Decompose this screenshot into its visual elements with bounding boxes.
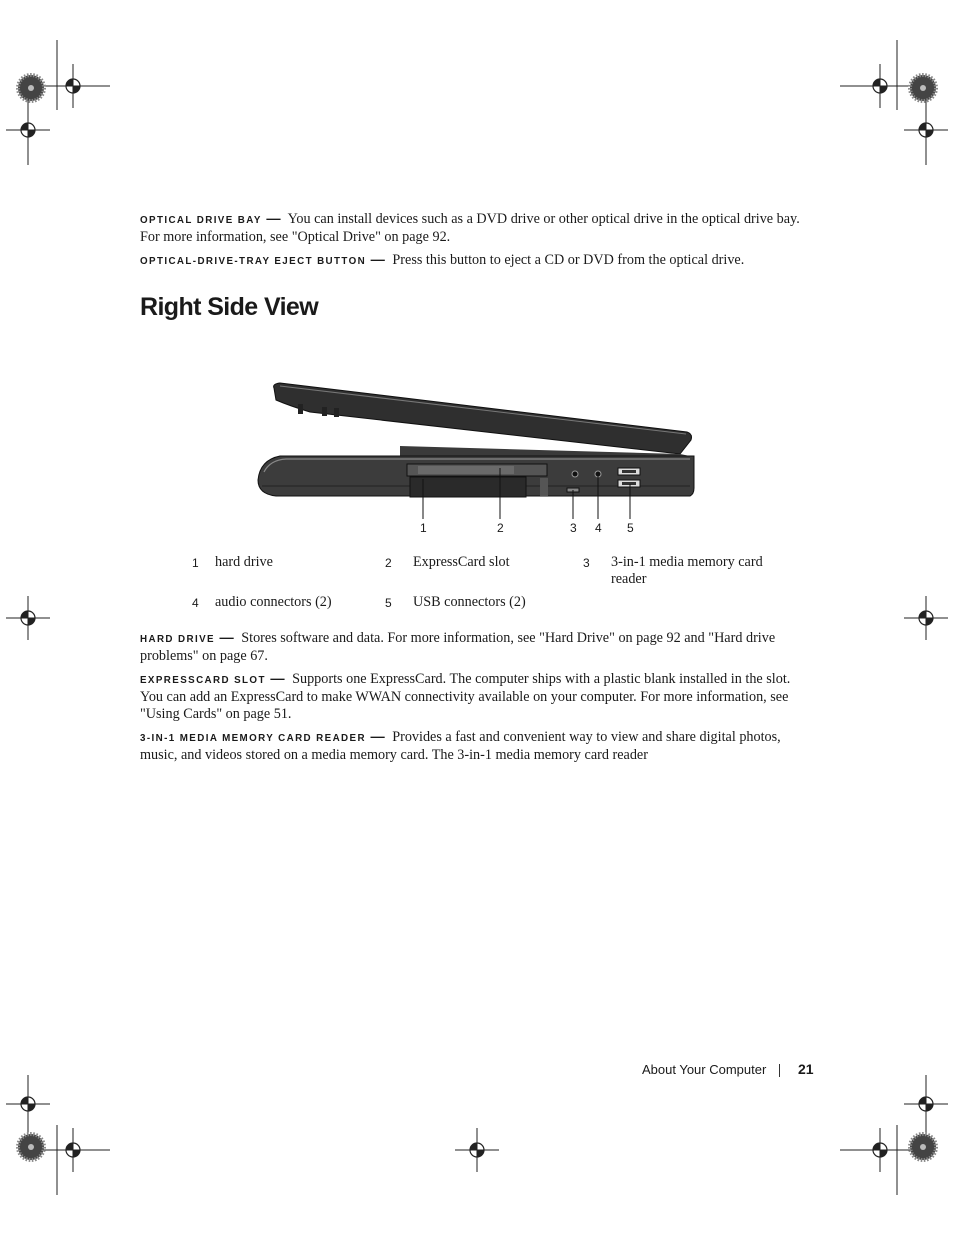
em-dash: —	[270, 671, 285, 687]
em-dash: —	[370, 729, 385, 745]
laptop-right-side-figure	[250, 376, 700, 541]
legend-num-2: 2	[385, 556, 392, 570]
hard-drive-text: Stores software and data. For more information, see "Hard Drive" on page 92 and "Hard drive problems" on page 67.	[140, 630, 776, 664]
legend-num-4: 4	[192, 596, 199, 610]
em-dash: —	[370, 252, 385, 268]
expresscard-paragraph	[140, 671, 810, 723]
callout-4: 4	[595, 521, 602, 535]
callout-3: 3	[570, 521, 577, 535]
hard-drive-paragraph	[140, 630, 810, 665]
callout-1: 1	[420, 521, 427, 535]
legend-label-1: hard drive	[215, 554, 273, 570]
section-title: Right Side View	[140, 293, 319, 321]
em-dash: —	[219, 630, 234, 646]
legend-num-5: 5	[385, 596, 392, 610]
legend-label-5: USB connectors (2)	[413, 594, 526, 610]
em-dash: —	[266, 211, 281, 227]
eject-button-text: Press this button to eject a CD or DVD from the optical drive.	[392, 252, 745, 268]
term-expresscard-slot: EXPRESSCARD SLOT	[140, 675, 266, 686]
optical-drive-bay-text: You can install devices such as a DVD drive or other optical drive in the optical drive bay. For more information, see "Optical Drive" on page 92.	[140, 211, 800, 245]
optical-drive-bay-paragraph	[140, 211, 810, 246]
term-hard-drive: HARD DRIVE	[140, 634, 215, 645]
media-card-reader-text: Provides a fast and convenient way to view and share digital photos, music, and videos stored on a media memory card. The 3-in-1 media memory card reader	[140, 729, 781, 763]
page-number: 21	[798, 1061, 814, 1077]
legend-num-1: 1	[192, 556, 199, 570]
legend-num-3: 3	[583, 556, 590, 570]
expresscard-text: Supports one ExpressCard. The computer ships with a plastic blank installed in the slot. You can add an ExpressCard to make WWAN connectivity available on your computer. For more information, see "Using Cards" on page 51.	[140, 671, 791, 722]
footer-divider	[779, 1064, 780, 1077]
legend-label-2: ExpressCard slot	[413, 554, 510, 570]
eject-button-paragraph	[140, 252, 810, 270]
media-card-reader-paragraph	[140, 729, 810, 764]
term-media-card-reader: 3-IN-1 MEDIA MEMORY CARD READER	[140, 733, 366, 744]
term-optical-drive-bay: OPTICAL DRIVE BAY	[140, 215, 262, 226]
legend-label-4: audio connectors (2)	[215, 594, 332, 610]
callout-5: 5	[627, 521, 634, 535]
callout-2: 2	[497, 521, 504, 535]
legend-label-3: 3-in-1 media memory card reader	[611, 554, 763, 587]
footer-section-name: About Your Computer	[642, 1062, 767, 1077]
term-eject-button: OPTICAL-DRIVE-TRAY EJECT BUTTON	[140, 256, 367, 267]
